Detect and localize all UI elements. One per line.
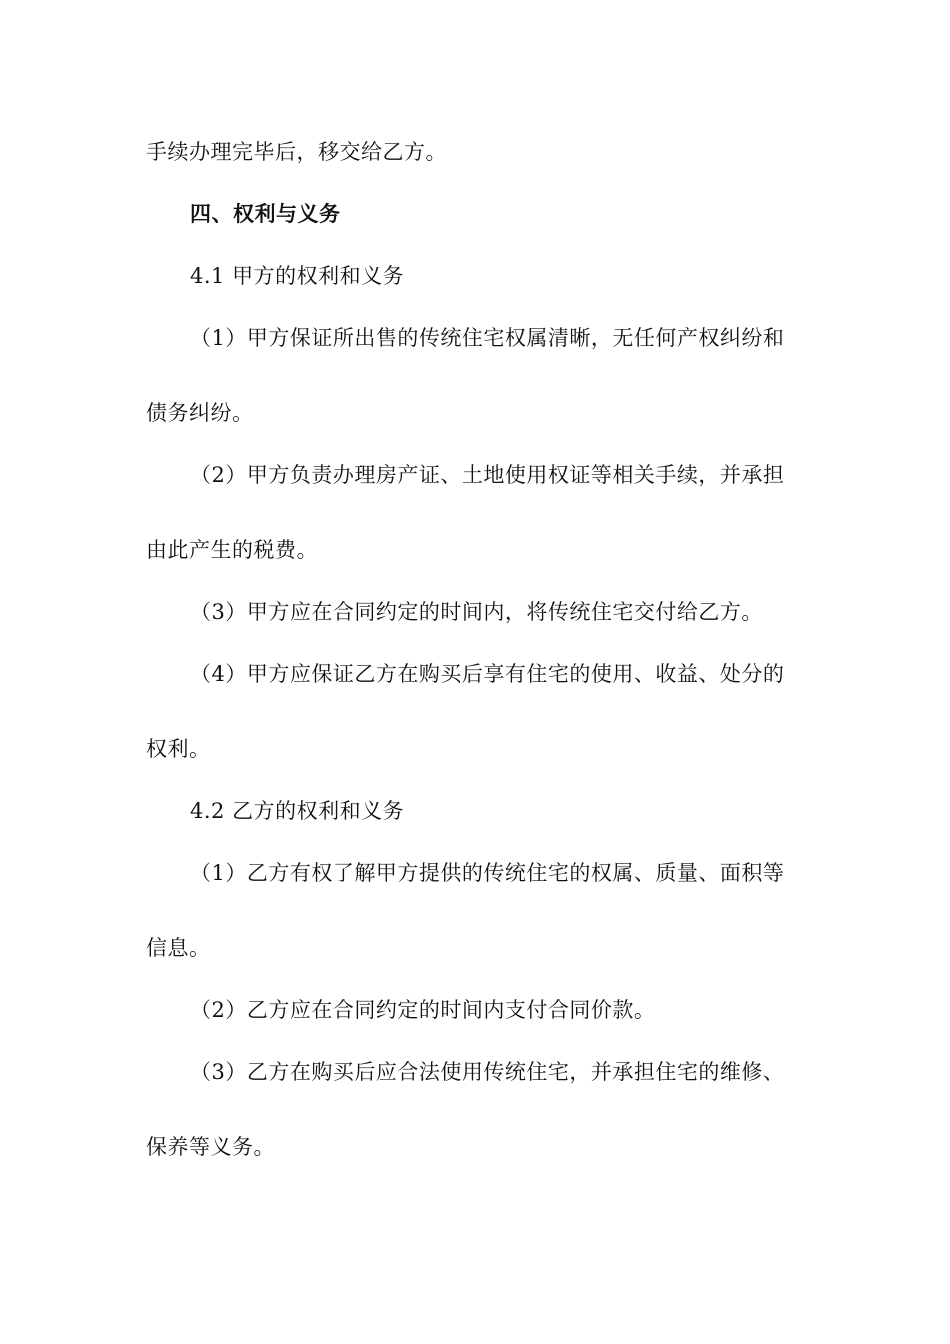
subsection-heading: 4.1 甲方的权利和义务	[190, 264, 405, 288]
clause-line: （3）甲方应在合同约定的时间内，将传统住宅交付给乙方。	[190, 600, 763, 624]
clause-line: （1）乙方有权了解甲方提供的传统住宅的权属、质量、面积等	[190, 861, 785, 885]
clause-line: （1）甲方保证所出售的传统住宅权属清晰，无任何产权纠纷和	[190, 326, 785, 350]
clause-line: 保养等义务。	[146, 1135, 275, 1159]
subsection-heading: 4.2 乙方的权利和义务	[190, 799, 405, 823]
clause-line: （2）甲方负责办理房产证、土地使用权证等相关手续，并承担	[190, 463, 785, 487]
clause-line: （4）甲方应保证乙方在购买后享有住宅的使用、收益、处分的	[190, 662, 785, 686]
clause-line: 权利。	[146, 737, 211, 761]
clause-line: （2）乙方应在合同约定的时间内支付合同价款。	[190, 998, 656, 1022]
paragraph-continuation: 手续办理完毕后，移交给乙方。	[146, 140, 447, 164]
clause-line: 信息。	[146, 936, 211, 960]
section-heading: 四、权利与义务	[190, 201, 341, 226]
clause-line: 由此产生的税费。	[146, 538, 318, 562]
clause-line: 债务纠纷。	[146, 401, 254, 425]
clause-line: （3）乙方在购买后应合法使用传统住宅，并承担住宅的维修、	[190, 1060, 785, 1084]
